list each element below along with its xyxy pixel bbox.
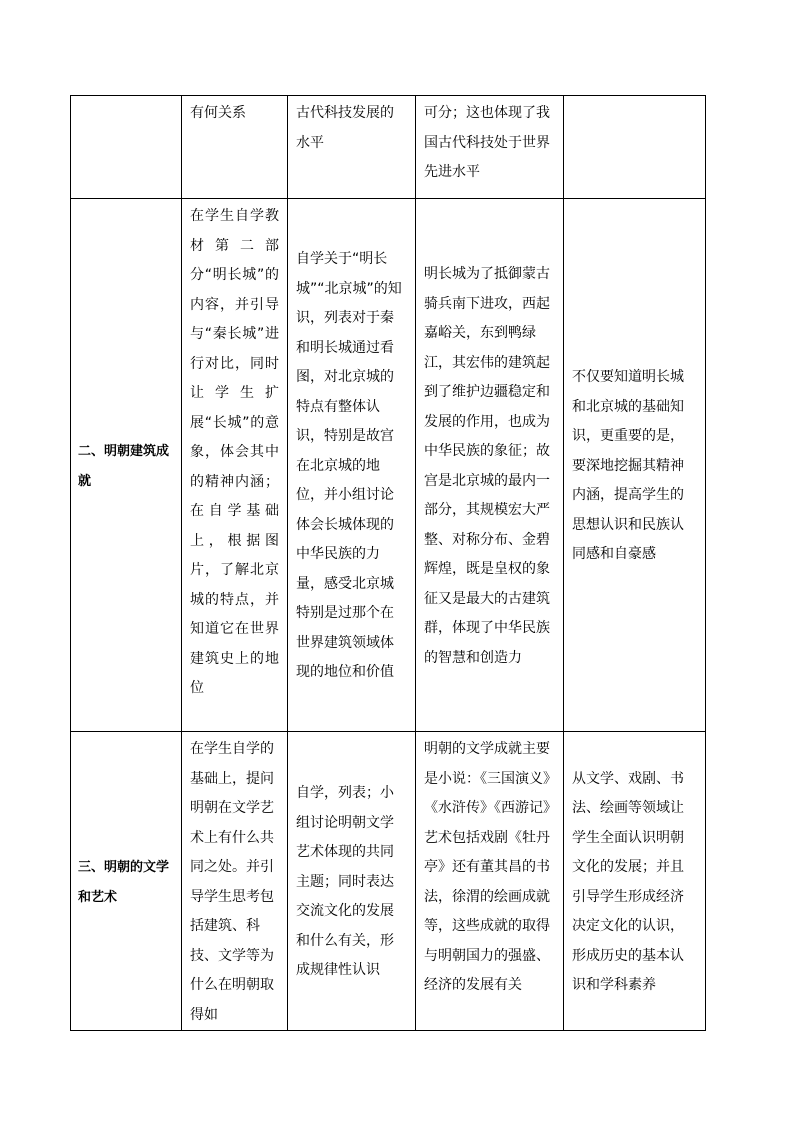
topic-cell: 二、明朝建筑成就: [71, 199, 182, 732]
table-row: [71, 96, 706, 199]
content-cell: 可分；这也体现了我国古代科技处于世界先进水平: [416, 96, 564, 199]
intent-cell: 从文学、戏剧、书法、绘画等领域让学生全面认识明朝文化的发展；并且引导学生形成经济决定文化的认识，形成历史的基本认识和学科素养: [564, 732, 706, 1031]
table-row: [71, 199, 706, 732]
intent-cell: [564, 96, 706, 199]
intent-cell: 不仅要知道明长城和北京城的基础知识，更重要的是，要深地挖掘其精神内涵，提高学生的思想认识和民族认同感和自豪感: [564, 199, 706, 732]
content-cell: 明朝的文学成就主要是小说：《三国演义》《水浒传》《西游记》艺术包括戏剧《牡丹亭》还有董其昌的书法，徐渭的绘画成就等，这些成就的取得与明朝国力的强盛、经济的发展有关: [416, 732, 564, 1031]
teacher-activity-cell: 有何关系: [182, 96, 288, 199]
topic-cell: [71, 96, 182, 199]
student-activity-cell: 自学关于“明长城”“北京城”的知识，列表对于秦和明长城通过看图，对北京城的特点有整体认识，特别是故宫在北京城的地位，并小组讨论体会长城体现的中华民族的力量，感受北京城特别是过那个在世界建筑领域体现的地位和价值: [288, 199, 416, 732]
teacher-activity-cell: 在学生自学教材第二部分“明长城”的内容，并引导与“秦长城”进行对比，同时让学生扩展“长城”的意象，体会其中的精神内涵；在自学基础上，根据图片，了解北京城的特点，并知道它在世界建筑史上的地位: [182, 199, 288, 732]
topic-cell: 三、明朝的文学和艺术: [71, 732, 182, 1031]
table-row: [71, 732, 706, 1031]
student-activity-cell: 自学，列表；小组讨论明朝文学艺术体现的共同主题；同时表达交流文化的发展和什么有关，形成规律性认识: [288, 732, 416, 1031]
lesson-plan-table: [70, 95, 706, 1031]
content-cell: 明长城为了抵御蒙古骑兵南下进攻，西起嘉峪关，东到鸭绿江，其宏伟的建筑起到了维护边疆稳定和发展的作用，也成为中华民族的象征；故宫是北京城的最内一部分，其规模宏大严整、对称分布、金碧辉煌，既是皇权的象征又是最大的古建筑群，体现了中华民族的智慧和创造力: [416, 199, 564, 732]
teacher-activity-cell: 在学生自学的基础上，提问明朝在文学艺术上有什么共同之处。并引导学生思考包括建筑、科技、文学等为什么在明朝取得如: [182, 732, 288, 1031]
student-activity-cell: 古代科技发展的水平: [288, 96, 416, 199]
